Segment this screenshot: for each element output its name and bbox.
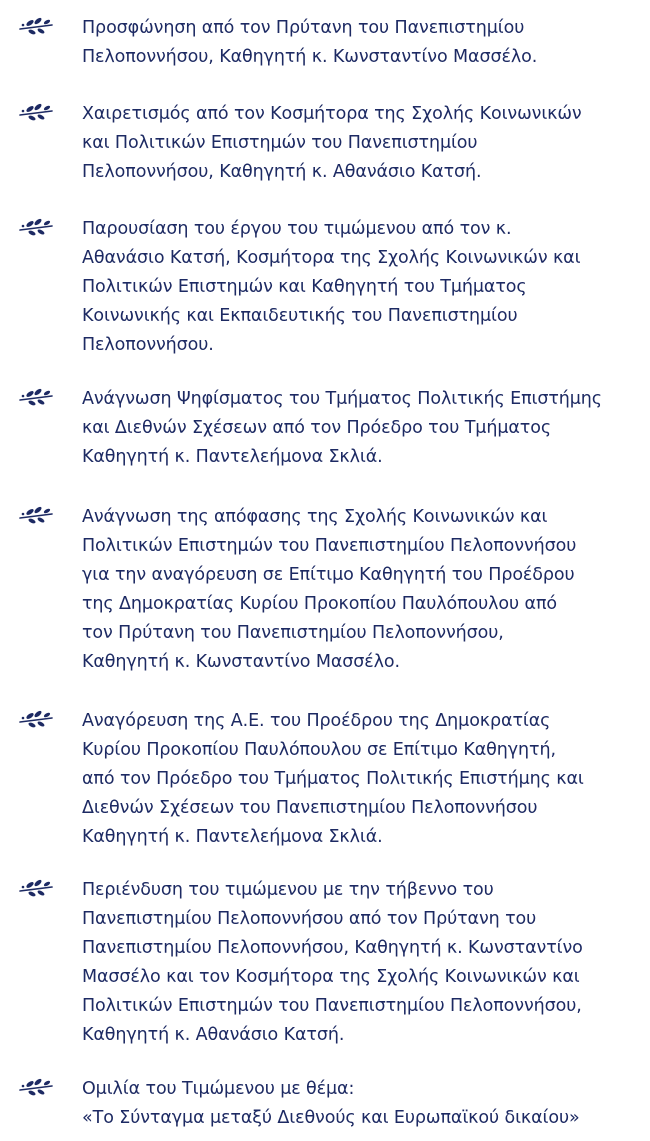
program-item-text [82, 707, 642, 852]
program-item-line: τον Πρύτανη του Πανεπιστημίου Πελοποννήσου, [82, 623, 504, 643]
program-item-line: Πολιτικών Επιστημών του Πανεπιστημίου Πελοποννήσου, [82, 996, 582, 1016]
program-item-line: Καθηγητή κ. Παντελεήμονα Σκλιά. [82, 447, 383, 467]
program-item-line: Αθανάσιο Κατσή, Κοσμήτορα της Σχολής Κοινωνικών και [82, 248, 581, 268]
program-item-line: για την αναγόρευση σε Επίτιμο Καθηγητή του Προέδρου [82, 565, 575, 585]
program-item-line: Κοινωνικής και Εκπαιδευτικής του Πανεπιστημίου [82, 306, 518, 326]
program-item-line: από τον Πρόεδρο του Τμήματος Πολιτικής Επιστήμης και [82, 769, 584, 789]
program-item-text [82, 1075, 642, 1133]
program-item-line: Ανάγνωση της απόφασης της Σχολής Κοινωνικών και [82, 507, 548, 527]
olive-branch-icon [18, 16, 54, 36]
program-item-text [82, 385, 642, 472]
olive-branch-icon [18, 709, 54, 729]
program-item-line: και Διεθνών Σχέσεων από τον Πρόεδρο του Τμήματος [82, 418, 551, 438]
program-item-line: Παρουσίαση του έργου του τιμώμενου από τον κ. [82, 219, 512, 239]
program-item-line: Πελοποννήσου. [82, 335, 214, 355]
program-item-line: Περιένδυση του τιμώμενου με την τήβεννο του [82, 880, 494, 900]
program-item-line: Πανεπιστημίου Πελοποννήσου από τον Πρύτανη του [82, 909, 537, 929]
program-item-line: Πελοποννήσου, Καθηγητή κ. Κωνσταντίνο Μασσέλο. [82, 47, 538, 67]
program-item-line: Κυρίου Προκοπίου Παυλόπουλου σε Επίτιμο Καθηγητή, [82, 740, 556, 760]
program-item-line: της Δημοκρατίας Κυρίου Προκοπίου Παυλόπουλου από [82, 594, 558, 614]
program-item-line: Διεθνών Σχέσεων του Πανεπιστημίου Πελοποννήσου [82, 798, 538, 818]
program-item-line: Πολιτικών Επιστημών του Πανεπιστημίου Πελοποννήσου [82, 536, 577, 556]
program-item-text [82, 100, 642, 187]
program-item-line: Μασσέλο και τον Κοσμήτορα της Σχολής Κοινωνικών και [82, 967, 580, 987]
program-item-text [82, 876, 642, 1050]
program-item-line: Χαιρετισμός από τον Κοσμήτορα της Σχολής Κοινωνικών [82, 104, 582, 124]
olive-branch-icon [18, 217, 54, 237]
program-item-line: Καθηγητή κ. Αθανάσιο Κατσή. [82, 1025, 345, 1045]
olive-branch-icon [18, 1077, 54, 1097]
program-item-text [82, 215, 642, 360]
olive-branch-icon [18, 878, 54, 898]
program-item-line: Ανάγνωση Ψηφίσματος του Τμήματος Πολιτικής Επιστήμης [82, 389, 602, 409]
program-item-text [82, 14, 642, 72]
program-item-line: Ομιλία του Τιμώμενου με θέμα: [82, 1079, 355, 1099]
program-item-line: «Το Σύνταγμα μεταξύ Διεθνούς και Ευρωπαϊκού δικαίου» [82, 1108, 580, 1128]
olive-branch-icon [18, 102, 54, 122]
program-item-line: Πανεπιστημίου Πελοποννήσου, Καθηγητή κ. Κωνσταντίνο [82, 938, 583, 958]
program-item-line: και Πολιτικών Επιστημών του Πανεπιστημίου [82, 133, 478, 153]
program-item-text [82, 503, 642, 677]
program-item-line: Καθηγητή κ. Παντελεήμονα Σκλιά. [82, 827, 383, 847]
olive-branch-icon [18, 505, 54, 525]
program-item-line: Καθηγητή κ. Κωνσταντίνο Μασσέλο. [82, 652, 400, 672]
olive-branch-icon [18, 387, 54, 407]
program-item-line: Πολιτικών Επιστημών και Καθηγητή του Τμήματος [82, 277, 527, 297]
program-item-line: Προσφώνηση από τον Πρύτανη του Πανεπιστημίου [82, 18, 525, 38]
program-item-line: Αναγόρευση της Α.Ε. του Προέδρου της Δημοκρατίας [82, 711, 551, 731]
program-item-line: Πελοποννήσου, Καθηγητή κ. Αθανάσιο Κατσή. [82, 162, 482, 182]
